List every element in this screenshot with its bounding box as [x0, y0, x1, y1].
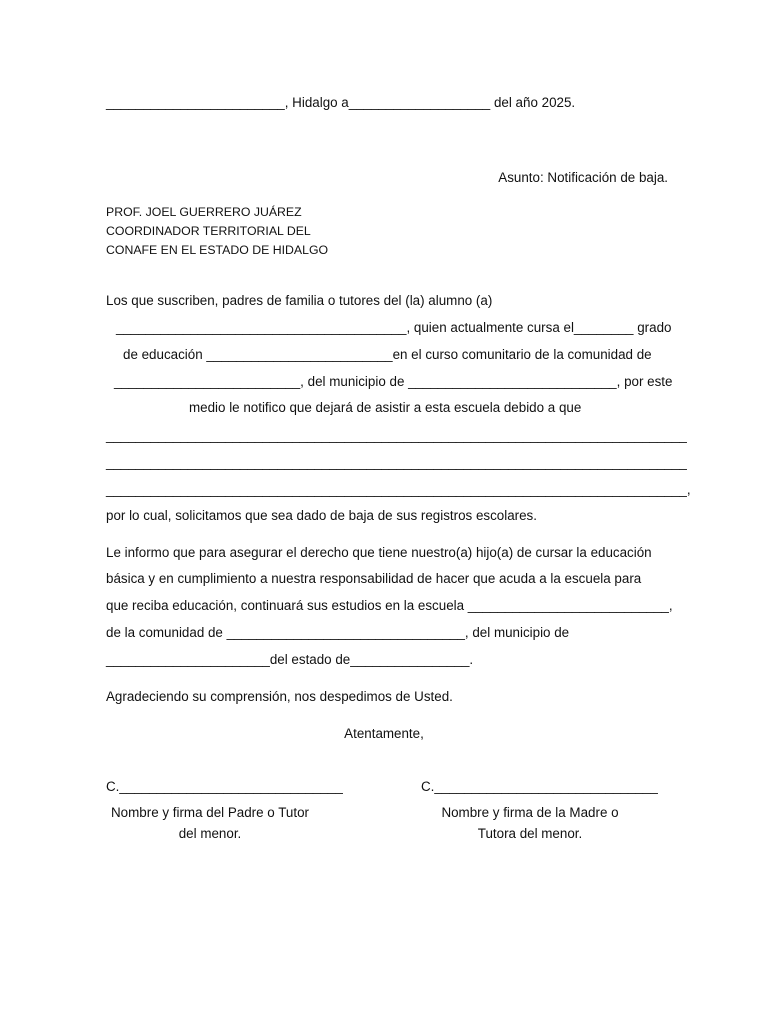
- salutation: Atentamente,: [344, 726, 424, 741]
- subject-line: Asunto: Notificación de baja.: [498, 170, 668, 185]
- paragraph1-line9: por lo cual, solicitamos que sea dado de baja de sus registros escolares.: [106, 508, 537, 523]
- paragraph2-line5: ______________________del estado de________________.: [106, 652, 474, 667]
- paragraph1-line2: _______________________________________, quien actualmente cursa el________ grado: [116, 320, 672, 335]
- place-date-line: ________________________, Hidalgo a___________________ del año 2025.: [106, 95, 576, 110]
- mother-signature-line: C.______________________________: [421, 779, 658, 794]
- paragraph2-line3: que reciba educación, continuará sus estudios en la escuela ___________________________,: [106, 598, 673, 613]
- paragraph1-line4: _________________________, del municipio de ____________________________, por este: [114, 374, 673, 389]
- paragraph1-line1: Los que suscriben, padres de familia o tutores del (la) alumno (a): [106, 293, 493, 308]
- father-signature-label: Nombre y firma del Padre o Tutor del menor.: [111, 805, 309, 841]
- closing-line: Agradeciendo su comprensión, nos despedimos de Usted.: [106, 689, 453, 704]
- paragraph1-line3: de educación _________________________en el curso comunitario de la comunidad de: [123, 347, 652, 362]
- reason-blank-line3: ______________________________________________________________________________,: [106, 482, 691, 497]
- mother-signature-label: Nombre y firma de la Madre o Tutora del menor.: [441, 805, 619, 841]
- reason-blank-line1: ______________________________________________________________________________: [106, 428, 687, 443]
- recipient-name: PROF. JOEL GUERRERO JUÁREZ: [106, 205, 302, 219]
- paragraph1-line5: medio le notifico que dejará de asistir a esta escuela debido a que: [189, 400, 582, 415]
- recipient-title: COORDINADOR TERRITORIAL DEL: [106, 224, 311, 238]
- reason-blank-line2: ______________________________________________________________________________: [106, 455, 687, 470]
- paragraph2-line4: de la comunidad de ________________________________, del municipio de: [106, 625, 570, 640]
- recipient-organization: CONAFE EN EL ESTADO DE HIDALGO: [106, 243, 329, 257]
- paragraph2-line1: Le informo que para asegurar el derecho que tiene nuestro(a) hijo(a) de cursar la educación: [106, 545, 652, 560]
- paragraph2-line2: básica y en cumplimiento a nuestra responsabilidad de hacer que acuda a la escuela para: [106, 571, 642, 586]
- father-signature-line: C.______________________________: [106, 779, 343, 794]
